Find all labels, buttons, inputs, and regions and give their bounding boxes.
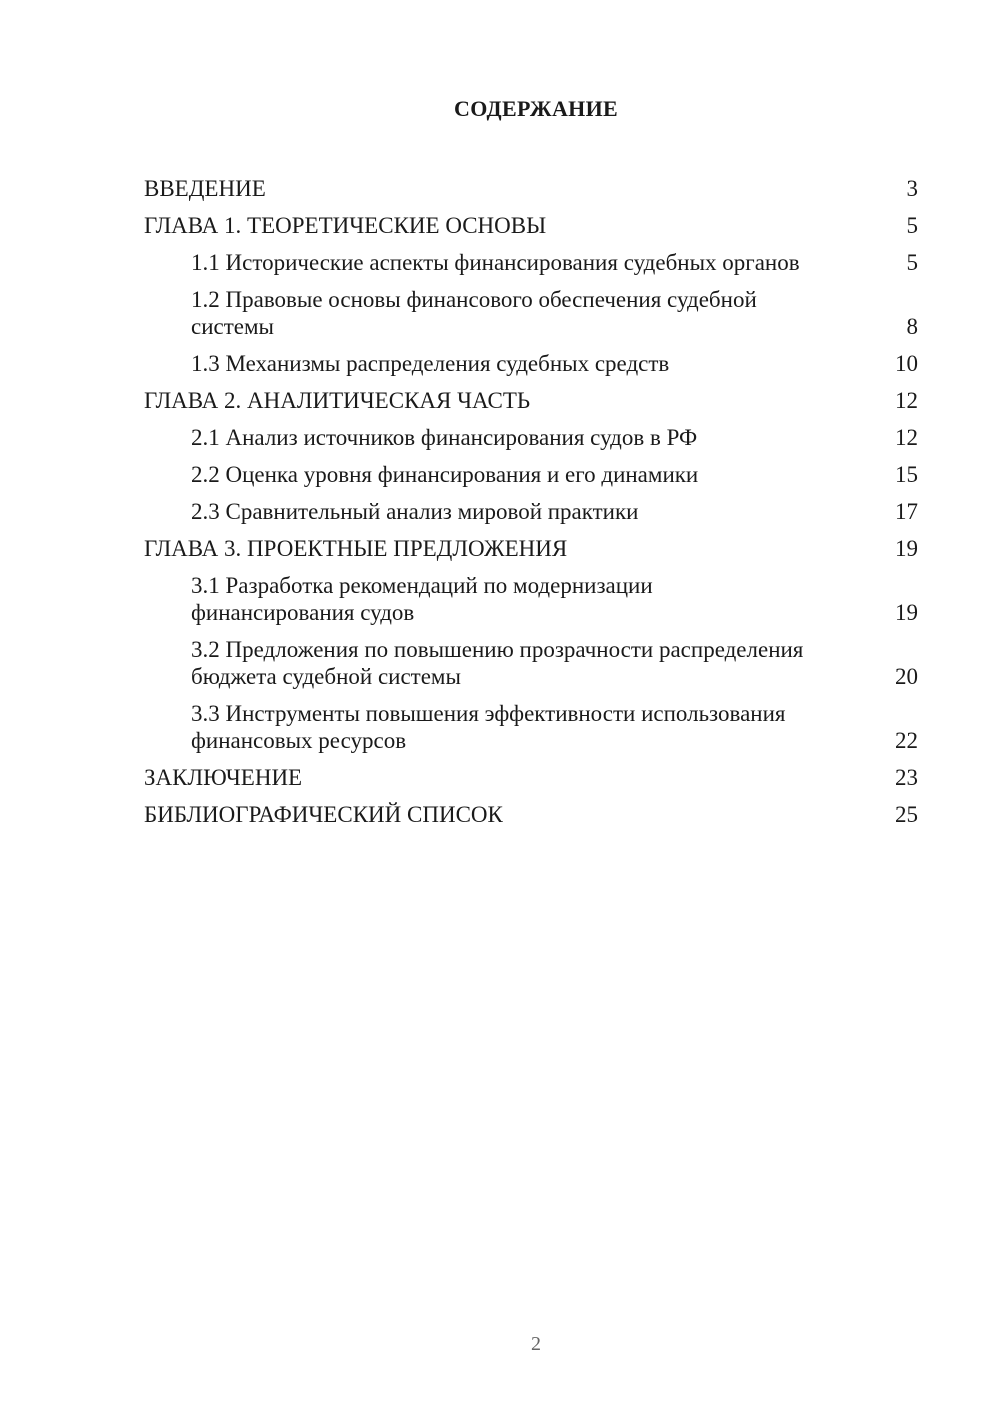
toc-entry-section-1-3[interactable] [144,345,918,382]
toc-entry-section-3-1[interactable] [144,567,918,631]
toc-entry-conclusion[interactable] [144,759,918,796]
toc-entry-section-1-2[interactable] [144,281,918,345]
toc-entry-title: 2.1 Анализ источников финансирования судов в РФ [191,425,698,450]
toc-entry-title: ГЛАВА 3. ПРОЕКТНЫЕ ПРЕДЛОЖЕНИЯ [144,536,568,561]
toc-entry-page: 22 [895,728,918,753]
toc-entry-title: 3.3 Инструменты повышения эффективности использования финансовых ресурсов [191,701,786,753]
toc-entry-section-2-3[interactable] [144,493,918,530]
toc-entry-title: ГЛАВА 2. АНАЛИТИЧЕСКАЯ ЧАСТЬ [144,388,531,413]
toc-entry-title: 2.3 Сравнительный анализ мировой практики [191,499,639,524]
toc-entry-title: 2.2 Оценка уровня финансирования и его динамики [191,462,699,487]
toc-entry-title: 3.2 Предложения по повышению прозрачности распределения бюджета судебной системы [191,637,804,689]
toc-entry-page: 8 [906,314,918,339]
toc-entry-page: 12 [895,388,918,413]
toc-entry-section-2-2[interactable] [144,456,918,493]
toc-entry-page: 12 [895,425,918,450]
toc-entry-page: 19 [895,600,918,625]
toc-entry-section-1-1[interactable] [144,244,918,281]
toc-entry-title: 1.3 Механизмы распределения судебных средств [191,351,670,376]
toc-entry-chapter-2[interactable] [144,382,918,419]
toc-entry-page: 17 [895,499,918,524]
toc-entry-chapter-3[interactable] [144,530,918,567]
toc-entry-section-3-3[interactable] [144,695,918,759]
toc-entry-title: 1.2 Правовые основы финансового обеспечения судебной системы [191,287,757,339]
toc-entry-page: 23 [895,765,918,790]
toc-entry-page: 15 [895,462,918,487]
toc-entry-title: ГЛАВА 1. ТЕОРЕТИЧЕСКИЕ ОСНОВЫ [144,213,547,238]
toc-entry-title: 1.1 Исторические аспекты финансирования судебных органов [191,250,800,275]
toc-entry-page: 25 [895,802,918,827]
toc-entry-title: ЗАКЛЮЧЕНИЕ [144,765,303,790]
toc-entry-page: 5 [906,250,918,275]
toc-entry-page: 20 [895,664,918,689]
page-number: 2 [531,1333,541,1355]
toc-entry-page: 19 [895,536,918,561]
toc-entry-introduction[interactable] [144,170,918,207]
toc-entry-title: БИБЛИОГРАФИЧЕСКИЙ СПИСОК [144,802,503,827]
table-of-contents [144,170,918,833]
toc-entry-chapter-1[interactable] [144,207,918,244]
toc-entry-page: 5 [906,213,918,238]
toc-entry-section-2-1[interactable] [144,419,918,456]
toc-entry-page: 10 [895,351,918,376]
toc-entry-section-3-2[interactable] [144,631,918,695]
page-title: СОДЕРЖАНИЕ [454,96,618,121]
toc-entry-title: ВВЕДЕНИЕ [144,176,266,201]
toc-entry-title: 3.1 Разработка рекомендаций по модернизации финансирования судов [191,573,653,625]
toc-entry-page: 3 [906,176,918,201]
toc-entry-bibliography[interactable] [144,796,918,833]
